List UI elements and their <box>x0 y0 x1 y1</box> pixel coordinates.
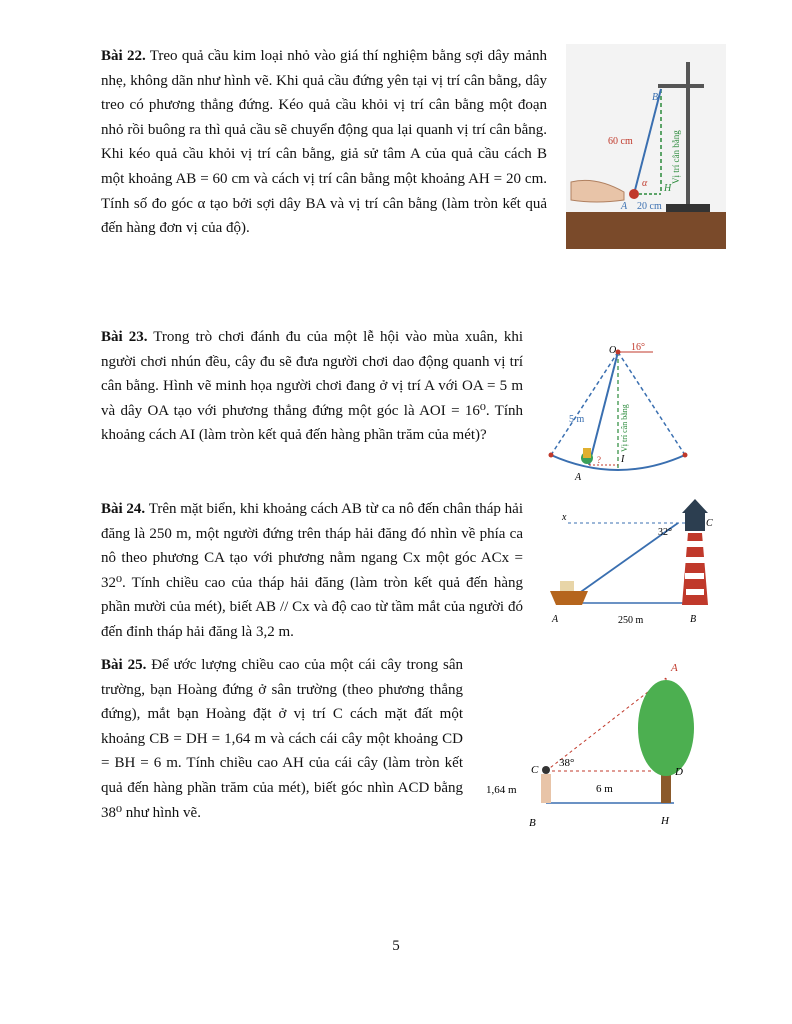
problem-23 <box>101 325 523 448</box>
label-i: I <box>621 454 625 465</box>
label-axis: Vị trí cân bằng <box>671 130 681 184</box>
label-a: A <box>621 201 628 212</box>
label-offset: 20 cm <box>637 201 662 212</box>
label-height: 1,64 m <box>486 784 517 796</box>
label-distance: 6 m <box>596 783 613 795</box>
label-x: x <box>562 512 567 523</box>
problem-label: Bài 25. <box>101 657 147 673</box>
label-o: O <box>609 345 617 356</box>
problem-text: Để ước lượng chiều cao của một cái cây trong sân trường, bạn Hoàng đứng ở sân trường (theo phương thẳng đứng), mắt bạn Hoàng đặt ở vị trí C cách mặt đất một khoảng CB = DH = 1,64 m và cách cái cây một khoảng CD = BH = 6 m. Tính chiều cao AH của cái cây (làm tròn kết quả đến hàng phần trăm của mét), biết góc nhìn ACD bằng 38⁰ như hình vẽ. <box>101 657 463 821</box>
problem-text: Treo quả cầu kim loại nhỏ vào giá thí nghiệm bằng sợi dây mảnh nhẹ, không dãn như hình vẽ. Khi quả cầu đứng yên tại vị trí cân bằng, dây treo có phương thẳng đứng. Kéo quả cầu khỏi vị trí cân bằng một đoạn nhỏ rồi buông ra thì quả cầu sẽ chuyển động qua lại quanh vị trí cân bằng. Khi kéo quả cầu khỏi vị trí cân bằng, giả sử tâm A của quả cầu cách B một khoảng AB = 60 cm và cách vị trí cân bằng một khoảng AH = 20 cm. Tính số đo góc α tạo bởi sợi dây BA và vị trí cân bằng (làm tròn kết quả đến hàng đơn vị của độ). <box>101 48 547 237</box>
label-b: B <box>529 817 536 829</box>
problem-label: Bài 23. <box>101 329 148 345</box>
label-a: A <box>575 472 582 483</box>
label-distance: 250 m <box>618 615 644 626</box>
label-d: D <box>675 766 683 778</box>
label-length: 60 cm <box>608 136 633 147</box>
label-angle: 38° <box>559 757 575 769</box>
label-unknown: ? <box>597 455 601 465</box>
label-h: H <box>664 183 672 194</box>
label-angle: 32° <box>658 527 672 538</box>
problem-label: Bài 24. <box>101 501 146 517</box>
pendulum-figure <box>566 44 726 249</box>
problem-text: Trên mặt biển, khi khoảng cách AB từ ca nô đến chân tháp hải đăng là 250 m, một người đứng trên tháp hải đăng đó nhìn về phía ca nô theo phương CA tạo với phương nằm ngang Cx một góc ACx = 32⁰. Tính chiều cao của tháp hải đăng (làm tròn kết quả đến hàng phần mười của mét), biết AB // Cx và độ cao từ tầm mắt của người đó đến đỉnh tháp hải đăng là 3,2 m. <box>101 501 523 640</box>
label-axis: Vị trí cân bằng <box>620 404 629 452</box>
label-c: C <box>531 764 539 776</box>
swing-figure <box>533 340 693 490</box>
problem-label: Bài 22. <box>101 48 146 64</box>
label-length: 5 m <box>569 414 585 425</box>
problem-25 <box>101 653 463 825</box>
label-h: H <box>661 815 669 827</box>
label-b: B <box>652 92 659 103</box>
label-a: A <box>671 662 678 674</box>
page-number: 5 <box>392 938 400 954</box>
problem-text: Trong trò chơi đánh đu của một lễ hội vào mùa xuân, khi người chơi nhún đều, cây đu sẽ đưa người chơi dao động quanh vị trí cân bằng. Hình vẽ minh họa người chơi đang ở vị trí A với OA = 5 m và dây OA tạo với phương thẳng đứng một góc là AOI = 16⁰. Tính khoảng cách AI (làm tròn kết quả đến hàng phần trăm của mét)? <box>101 329 523 444</box>
problem-22 <box>101 44 547 241</box>
lighthouse-figure <box>540 493 720 633</box>
label-a: A <box>552 614 559 625</box>
label-b: B <box>690 614 697 625</box>
label-c: C <box>706 518 713 529</box>
label-angle: 16° <box>631 342 645 353</box>
problem-24 <box>101 497 523 645</box>
label-alpha: α <box>642 178 648 189</box>
tree-figure <box>484 656 714 836</box>
